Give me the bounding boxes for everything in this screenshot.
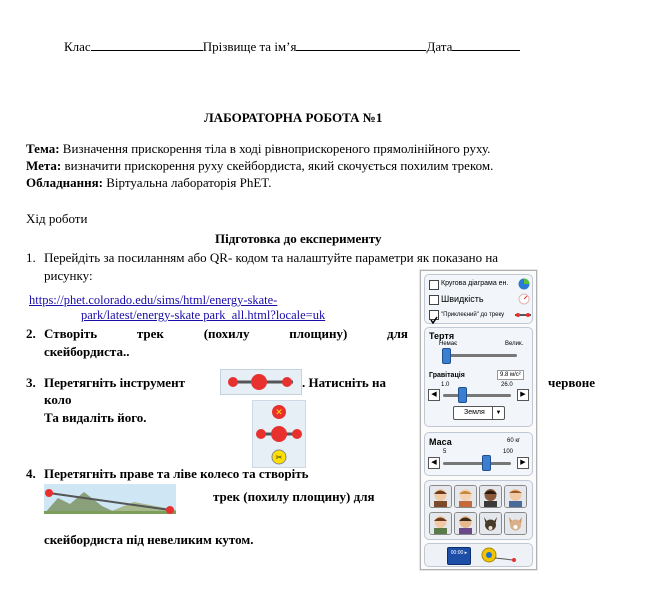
skater-option-1[interactable] xyxy=(429,485,452,508)
page-title: ЛАБОРАТОРНА РОБОТА №1 xyxy=(204,110,383,125)
gravity-increase-button[interactable]: ▶ xyxy=(517,389,529,401)
skater-selection-box xyxy=(424,480,533,540)
friction-slider-track[interactable] xyxy=(443,354,517,357)
stick-to-track-label: "Приклеєний" до треку xyxy=(441,312,505,318)
inclined-track-icon xyxy=(44,484,176,514)
stick-to-track-checkbox[interactable] xyxy=(429,310,439,320)
phet-link-part2[interactable]: park/latest/energy-skate park_all.html?locale=uk xyxy=(81,308,326,322)
equipment-text: Віртуальна лабораторія PhET. xyxy=(103,175,272,190)
gravity-slider-thumb[interactable] xyxy=(458,387,467,403)
equipment-line xyxy=(26,175,272,191)
phet-link-part1[interactable]: https://phet.colorado.edu/sims/html/energy-skate- xyxy=(29,293,278,307)
track-tool-icon xyxy=(221,370,301,394)
display-options-box xyxy=(424,274,533,324)
step-2-word4: площину) xyxy=(289,326,348,341)
goal-text: визначити прискорення руху скейбордиста, який скочується похилим треком. xyxy=(61,158,494,173)
step-3-line2: коло xyxy=(44,392,72,407)
class-label: Клас xyxy=(64,39,91,54)
step-1-link-line2[interactable] xyxy=(81,306,325,324)
step-3-part3: червоне xyxy=(548,375,596,390)
skater-option-2[interactable] xyxy=(454,485,477,508)
skater-option-7[interactable] xyxy=(479,512,502,535)
skater-face-icon xyxy=(505,486,526,507)
mass-label: Маса xyxy=(429,437,452,447)
delete-node-image xyxy=(252,400,306,468)
skater-face-icon xyxy=(480,486,501,507)
step-1-line1: Перейдіть за посиланням або QR- кодом та налаштуйте параметри як показано на xyxy=(44,250,499,265)
check-icon xyxy=(430,316,438,324)
friction-slider-thumb[interactable] xyxy=(442,348,451,364)
skater-face-icon xyxy=(455,513,476,534)
step-1-number: 1. xyxy=(26,250,36,265)
gravity-value: 9.8 м/с² xyxy=(497,370,524,380)
mass-slider-track[interactable] xyxy=(443,462,511,465)
delete-node-icon xyxy=(253,401,305,467)
planet-select-value: Земля xyxy=(464,409,485,416)
gravity-label: Гравітація xyxy=(429,372,465,379)
measuring-tape-icon[interactable] xyxy=(481,546,517,564)
track-mini-icon xyxy=(515,312,531,318)
speed-checkbox[interactable] xyxy=(429,295,439,305)
svg-text:✂: ✂ xyxy=(275,453,283,462)
skater-face-icon xyxy=(430,486,451,507)
gravity-min-label: 1.0 xyxy=(441,382,450,388)
goal-line xyxy=(26,158,493,174)
step-2-number: 2. xyxy=(26,326,36,341)
step-2-line2: скейбордиста.. xyxy=(44,344,130,359)
class-blank xyxy=(91,38,203,51)
date-blank xyxy=(452,38,520,51)
step-4-line3: скейбордиста під невеликим кутом. xyxy=(44,532,254,547)
stopwatch-display: 00:00 ▸ xyxy=(450,550,468,556)
step-4-line2: трек (похилу площину) для xyxy=(213,489,375,504)
topic-line xyxy=(26,141,490,157)
gravity-max-label: 26.0 xyxy=(501,382,513,388)
goal-label: Мета: xyxy=(26,158,62,173)
step-2-word1: Створіть xyxy=(44,326,98,341)
svg-text:✕: ✕ xyxy=(275,408,283,418)
planet-select[interactable] xyxy=(453,406,505,420)
step-3-line3: Та видаліть його. xyxy=(44,410,147,425)
equipment-label: Обладнання: xyxy=(26,175,103,190)
mass-max-label: 100 xyxy=(503,449,514,455)
tools-box xyxy=(424,543,533,567)
inclined-track-image xyxy=(44,484,176,514)
chevron-down-icon: ▼ xyxy=(492,407,504,419)
step-2-line1 xyxy=(44,326,408,342)
speedometer-icon xyxy=(518,293,530,305)
mass-min-label: 5 xyxy=(443,449,447,455)
physics-box xyxy=(424,327,533,427)
step-2-word3: (похилу xyxy=(203,326,250,341)
name-blank xyxy=(296,38,426,51)
skater-option-8[interactable] xyxy=(504,512,527,535)
friction-min-label: Немає xyxy=(439,341,458,347)
skater-option-6[interactable] xyxy=(454,512,477,535)
friction-max-label: Велик. xyxy=(505,341,524,347)
topic-text: Визначення прискорення тіла в ході рівноприскореного прямолінійного руху. xyxy=(59,141,491,156)
step-4-number: 4. xyxy=(26,466,36,481)
mass-slider-thumb[interactable] xyxy=(482,455,491,471)
procedure-label: Хід роботи xyxy=(26,211,88,226)
skater-face-icon xyxy=(455,486,476,507)
pie-chart-checkbox[interactable] xyxy=(429,280,439,290)
mass-increase-button[interactable]: ▶ xyxy=(517,457,529,469)
stopwatch-button[interactable] xyxy=(447,547,471,565)
name-label: Прізвище та ім’я xyxy=(202,39,297,54)
step-4-line1: Перетягніть праве та ліве колесо та створіть xyxy=(44,466,309,481)
skater-option-4[interactable] xyxy=(504,485,527,508)
gravity-decrease-button[interactable]: ◀ xyxy=(428,389,440,401)
gravity-slider-track[interactable] xyxy=(443,394,511,397)
mass-box xyxy=(424,432,533,476)
skater-option-3[interactable] xyxy=(479,485,502,508)
skater-dog-icon xyxy=(480,513,501,534)
track-tool-image xyxy=(220,369,302,395)
date-label: Дата xyxy=(426,39,453,54)
friction-label: Тертя xyxy=(429,331,455,341)
speed-label: Швидкість xyxy=(441,294,484,304)
mass-decrease-button[interactable]: ◀ xyxy=(428,457,440,469)
step-3-part1: Перетягніть інструмент xyxy=(44,375,185,390)
step-3-part2: . Натисніть на xyxy=(302,375,387,390)
skater-face-icon xyxy=(430,513,451,534)
skater-option-5[interactable] xyxy=(429,512,452,535)
step-3-number: 3. xyxy=(26,375,36,390)
step-2-word5: для xyxy=(387,326,408,341)
header-row xyxy=(64,38,520,55)
mass-value: 60 кг xyxy=(507,438,521,444)
phet-control-panel xyxy=(420,270,537,570)
skater-cat-icon xyxy=(505,513,526,534)
step-1-line2: рисунку: xyxy=(44,268,93,283)
topic-label: Тема: xyxy=(26,141,60,156)
pie-chart-icon xyxy=(518,278,530,290)
section-title: Підготовка до експерименту xyxy=(215,231,382,246)
pie-chart-label: Кругова діаграма ен. xyxy=(441,280,509,287)
step-2-word2: трек xyxy=(136,326,164,341)
